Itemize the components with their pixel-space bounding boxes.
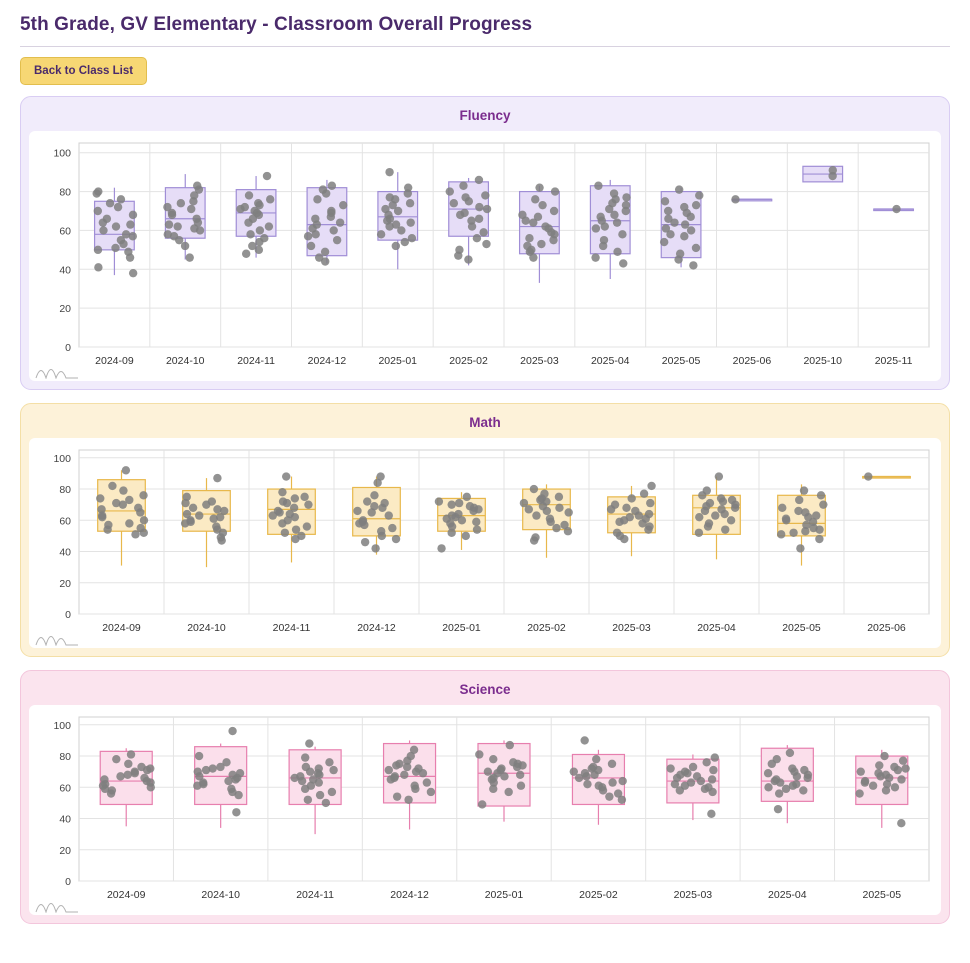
panel-title-science: Science (459, 682, 511, 697)
distribution-glyph-icon (35, 359, 79, 379)
svg-text:2025-02: 2025-02 (527, 622, 566, 634)
panel-title-math: Math (469, 415, 501, 430)
svg-text:2025-04: 2025-04 (697, 622, 736, 634)
svg-text:80: 80 (59, 186, 71, 199)
svg-text:80: 80 (59, 751, 71, 764)
svg-text:2025-05: 2025-05 (782, 622, 821, 634)
svg-text:2024-10: 2024-10 (165, 355, 205, 367)
svg-text:2025-06: 2025-06 (732, 355, 772, 367)
panel-title-fluency: Fluency (459, 108, 511, 123)
svg-text:2024-10: 2024-10 (201, 889, 240, 901)
plot-area-math[interactable] (29, 438, 941, 648)
boxplot-svg-science (29, 705, 941, 915)
distribution-glyph-icon (35, 893, 79, 913)
svg-text:0: 0 (65, 876, 71, 888)
svg-text:40: 40 (59, 264, 71, 277)
svg-text:2025-10: 2025-10 (803, 355, 843, 367)
title-divider (20, 46, 950, 47)
svg-text:2024-11: 2024-11 (237, 355, 275, 367)
box-group[interactable] (803, 166, 843, 182)
svg-text:2024-11: 2024-11 (296, 889, 334, 901)
svg-text:20: 20 (59, 577, 71, 590)
panel-math (20, 403, 950, 657)
svg-text:2025-04: 2025-04 (590, 355, 630, 367)
svg-text:100: 100 (53, 452, 71, 465)
distribution-glyph-icon (35, 626, 79, 646)
boxplot-svg-fluency (29, 131, 941, 381)
svg-text:60: 60 (59, 225, 71, 238)
svg-text:60: 60 (59, 515, 71, 528)
svg-text:20: 20 (59, 303, 71, 316)
svg-text:20: 20 (59, 844, 71, 857)
panel-fluency (20, 96, 950, 390)
svg-text:100: 100 (53, 147, 71, 160)
plot-area-science[interactable] (29, 705, 941, 915)
panel-science (20, 670, 950, 924)
svg-text:0: 0 (65, 342, 71, 354)
svg-text:2024-12: 2024-12 (307, 355, 347, 367)
svg-text:2024-09: 2024-09 (95, 355, 134, 367)
svg-text:2025-05: 2025-05 (862, 889, 902, 901)
svg-text:40: 40 (59, 546, 71, 559)
svg-text:80: 80 (59, 484, 71, 497)
svg-text:2025-01: 2025-01 (442, 622, 481, 634)
back-to-class-list-button[interactable]: Back to Class List (20, 57, 147, 85)
svg-text:2025-03: 2025-03 (673, 889, 713, 901)
svg-text:100: 100 (53, 719, 71, 732)
svg-text:2025-02: 2025-02 (579, 889, 618, 901)
svg-text:2024-10: 2024-10 (187, 622, 226, 634)
plot-area-fluency[interactable] (29, 131, 941, 381)
svg-text:2024-09: 2024-09 (102, 622, 141, 634)
box-group[interactable] (660, 185, 703, 269)
svg-text:2025-03: 2025-03 (520, 355, 559, 367)
svg-text:2024-12: 2024-12 (390, 889, 429, 901)
svg-text:2024-12: 2024-12 (357, 622, 396, 634)
charts-container (20, 96, 950, 924)
svg-text:2025-06: 2025-06 (867, 622, 906, 634)
svg-text:40: 40 (59, 813, 71, 826)
box-group[interactable] (304, 180, 348, 266)
svg-text:2025-01: 2025-01 (484, 889, 524, 901)
svg-text:2025-04: 2025-04 (768, 889, 807, 901)
page-title: 5th Grade, GV Elementary - Classroom Overall Progress (20, 14, 533, 35)
svg-text:2025-11: 2025-11 (874, 355, 913, 367)
svg-text:60: 60 (59, 782, 71, 795)
svg-text:2025-05: 2025-05 (661, 355, 701, 367)
svg-text:0: 0 (65, 609, 71, 621)
svg-text:2025-01: 2025-01 (378, 355, 418, 367)
svg-text:2024-11: 2024-11 (272, 622, 311, 634)
boxplot-svg-math (29, 438, 941, 648)
svg-text:2025-02: 2025-02 (449, 355, 488, 367)
svg-text:2024-09: 2024-09 (106, 889, 146, 901)
svg-text:2025-03: 2025-03 (612, 622, 651, 634)
